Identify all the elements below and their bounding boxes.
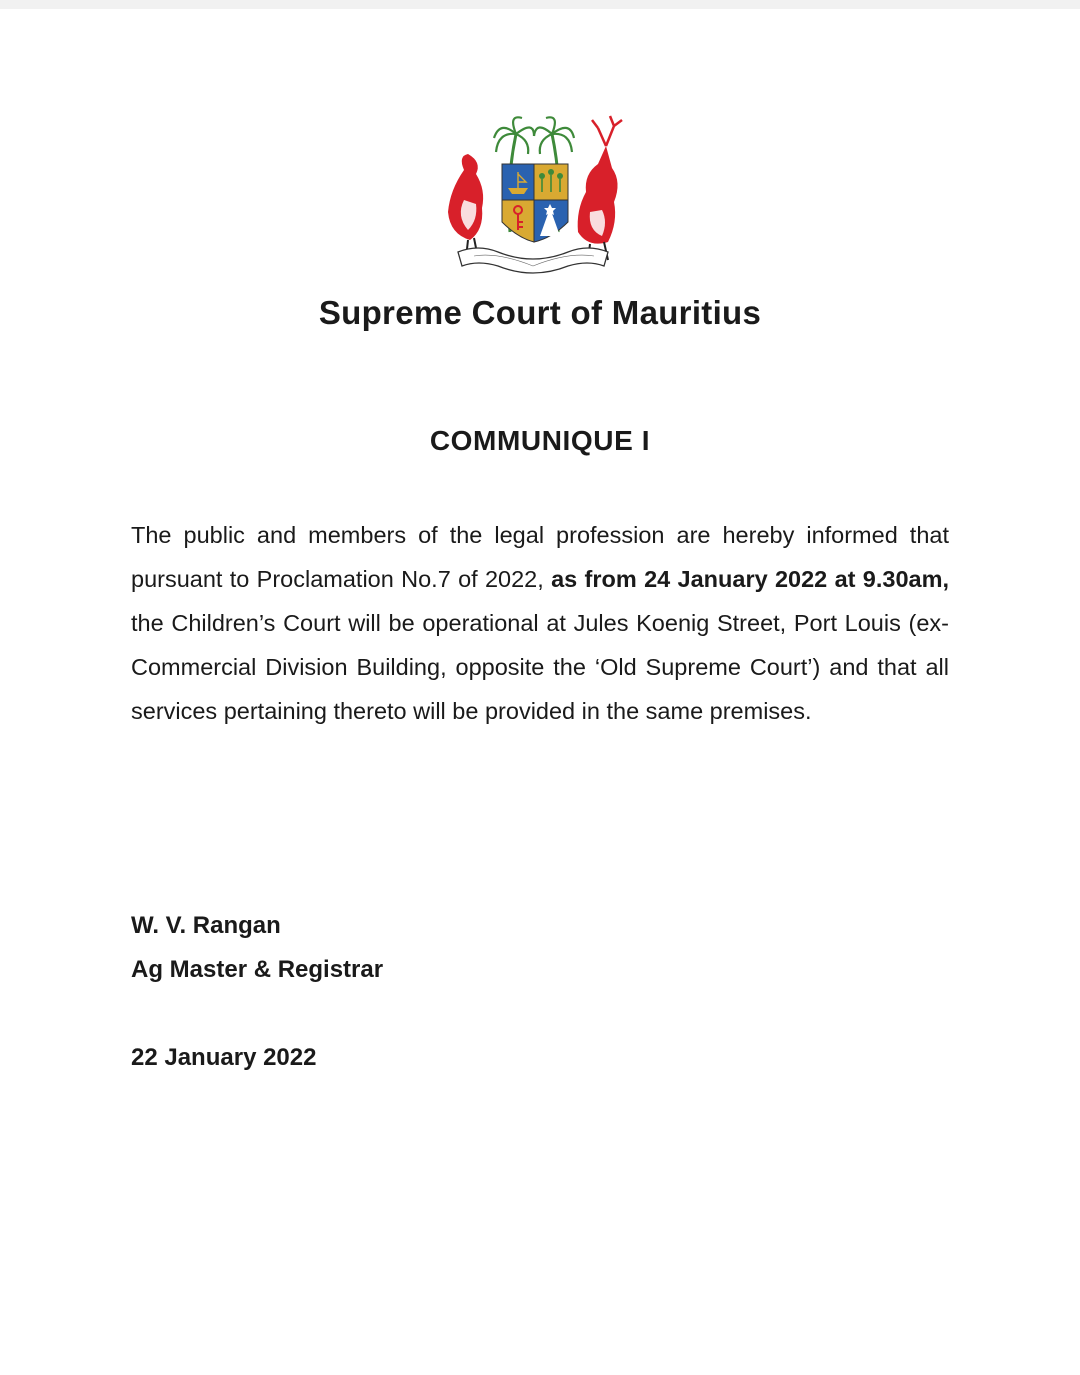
organization-title: Supreme Court of Mauritius: [318, 294, 762, 331]
coat-of-arms-icon: [438, 112, 628, 282]
communique-body: [131, 513, 949, 733]
signatory-name: W. V. Rangan: [131, 912, 281, 939]
top-strip: [0, 0, 1080, 9]
signatory-title: Ag Master & Registrar: [131, 956, 384, 983]
body-text-part1: The public and members of the legal profession are hereby informed that pursuant to Proclamation No.7 of 2022,: [131, 522, 949, 592]
coat-of-arms-emblem: [438, 112, 628, 282]
body-text-bold-date: as from 24 January 2022 at 9.30am,: [551, 566, 950, 592]
document-date: 22 January 2022: [131, 1044, 317, 1071]
communique-heading: COMMUNIQUE I: [429, 425, 651, 456]
body-text-part2: the Children’s Court will be operational at Jules Koenig Street, Port Louis (ex-Commercial Division Building, opposite the ‘Old Supreme Court’) and that all services pertaining thereto will be provided in the same premises.: [131, 610, 949, 724]
